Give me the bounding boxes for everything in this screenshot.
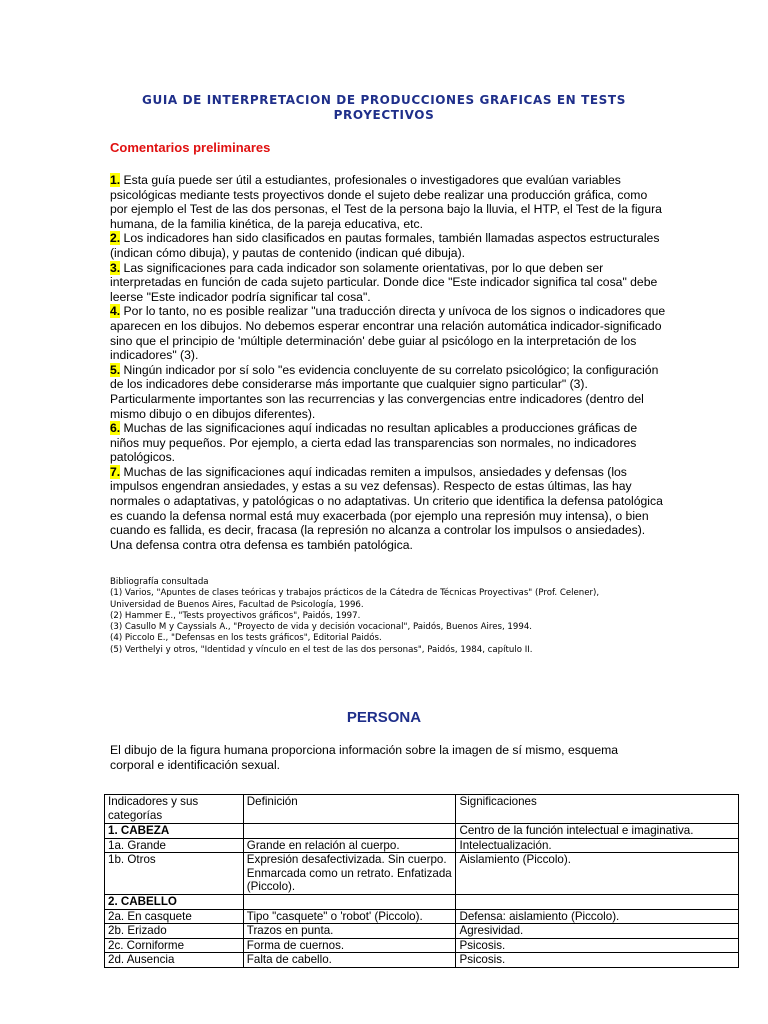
paragraph-text: Ningún indicador por sí solo "es evidencia concluyente de su correlato psicológico; la configuración de los indicadores debe considerarse más importante que cualquier signo particular" (3). Particularmente importantes son las recurrencias y las convergencias entre indicadores (dentro del mismo dibujo o en dibujos diferentes). <box>110 362 659 421</box>
column-header: Definición <box>243 795 456 824</box>
section-title: PERSONA <box>346 709 422 726</box>
paragraph-3 <box>110 261 666 305</box>
table-cell: Psicosis. <box>456 938 739 953</box>
paragraph-text: Los indicadores han sido clasificados en pautas formales, también llamadas aspectos estructurales (indican cómo dibuja), y pautas de contenido (indican qué dibuja). <box>110 231 660 260</box>
table-cell <box>456 894 739 909</box>
paragraph-6 <box>110 421 666 465</box>
table-cell: Grande en relación al cuerpo. <box>243 838 456 853</box>
paragraph-number: 2. <box>110 231 121 246</box>
bibliography-entry: (1) Varios, "Apuntes de clases teóricas y trabajos prácticos de la Cátedra de Técnicas Proyectivas" (Prof. Celener), <box>110 588 600 599</box>
table-category-row <box>105 824 739 839</box>
table-cell <box>243 824 456 839</box>
paragraph-text: Por lo tanto, no es posible realizar "una traducción directa y unívoca de los signos o indicadores que aparecen en los dibujos. No debemos esperar encontrar una relación automática indicador-significado sino que el principio de 'múltiple determinación' debe guiar al psicólogo en la interpretación de los indicadores" (3). <box>110 304 666 363</box>
paragraph-number: 4. <box>110 304 121 319</box>
bibliography-entry: (4) Piccolo E., "Defensas en los tests gráficos", Editorial Paidós. <box>110 633 382 644</box>
paragraph-text: Las significaciones para cada indicador son solamente orientativas, por lo que deben ser interpretadas en función de cada sujeto particular. Donde dice "Este indicador significa tal cosa" debe leerse "Este indicador podría significar tal cosa". <box>110 260 658 304</box>
title-line-1: GUIA DE INTERPRETACION DE PRODUCCIONES GRAFICAS EN TESTS <box>142 93 626 107</box>
bibliography-entry: (2) Hammer E., "Tests proyectivos gráficos", Paidós, 1997. <box>110 610 361 621</box>
table-cell: 2. CABELLO <box>105 894 244 909</box>
section-intro: El dibujo de la figura humana proporciona información sobre la imagen de sí mismo, esquema corporal e identificación sexual. <box>110 743 619 772</box>
section-subheading: Comentarios preliminares <box>110 140 271 155</box>
table-header-row <box>105 795 739 824</box>
table-cell: 1. CABEZA <box>105 824 244 839</box>
paragraph-7 <box>110 465 666 553</box>
table-cell: 2c. Corniforme <box>105 938 244 953</box>
table-cell: 1a. Grande <box>105 838 244 853</box>
table-cell: 2a. En casquete <box>105 909 244 924</box>
paragraph-4 <box>110 304 666 362</box>
table-cell: 2b. Erizado <box>105 924 244 939</box>
table-cell: Falta de cabello. <box>243 953 456 968</box>
table-cell: Aislamiento (Piccolo). <box>456 853 739 895</box>
bibliography-entry: Universidad de Buenos Aires, Facultad de Psicología, 1996. <box>110 599 364 610</box>
paragraph-5 <box>110 363 666 421</box>
table-cell: Defensa: aislamiento (Piccolo). <box>456 909 739 924</box>
column-header: Significaciones <box>456 795 739 824</box>
indicators-table <box>104 794 739 968</box>
bibliography <box>110 577 670 656</box>
table-row <box>105 924 739 939</box>
bibliography-entry: (5) Verthelyi y otros, "Identidad y vínculo en el test de las dos personas", Paidós, 1984, capítulo II. <box>110 644 533 655</box>
table-row <box>105 838 739 853</box>
table-cell: Expresión desafectivizada. Sin cuerpo. Enmarcada como un retrato. Enfatizada (Piccolo). <box>243 853 456 895</box>
table-cell <box>243 894 456 909</box>
table-row <box>105 953 739 968</box>
table-cell: Psicosis. <box>456 953 739 968</box>
bibliography-heading: Bibliografía consultada <box>110 577 209 587</box>
paragraph-text: Muchas de las significaciones aquí indicadas remiten a impulsos, ansiedades y defensas (los impulsos engendran ansiedades, y estas a su vez defensas). Respecto de estas últimas, las hay normales o adaptativas, y patológicas o no adaptativas. Un criterio que identifica la defensa patológica es cuando la defensa normal está muy exacerbada (por ejemplo una represión muy intensa), o bien cuando es fallida, es decir, fracasa (la represión no alcanza a controlar los impulsos o ansiedades). Una defensa contra otra defensa es también patológica. <box>110 464 663 552</box>
table-cell: Agresividad. <box>456 924 739 939</box>
paragraph-text: Muchas de las significaciones aquí indicadas no resultan aplicables a producciones gráficas de niños muy pequeños. Por ejemplo, a cierta edad las transparencias son normales, no indicadores patológicos. <box>110 421 638 465</box>
paragraph-number: 1. <box>110 173 121 187</box>
title-line-2: PROYECTIVOS <box>333 108 435 122</box>
table-row <box>105 853 739 895</box>
paragraph-number: 3. <box>110 260 121 275</box>
paragraph-number: 7. <box>110 464 121 479</box>
paragraph-text: Esta guía puede ser útil a estudiantes, profesionales o investigadores que evalúan variables psicológicas mediante tests proyectivos donde el sujeto debe realizar una producción gráfica, como por ejemplo el Test de las dos personas, el Test de la persona bajo la lluvia, el HTP, el Test de la figura humana, de la familia kinética, de la pareja educativa, etc. <box>110 173 662 231</box>
paragraph-number: 6. <box>110 421 121 436</box>
paragraph-2 <box>110 231 666 260</box>
table-cell: Tipo "casquete" o 'robot' (Piccolo). <box>243 909 456 924</box>
paragraph-number: 5. <box>110 362 121 377</box>
document-title <box>110 93 658 123</box>
table-cell: 1b. Otros <box>105 853 244 895</box>
table-cell: 2d. Ausencia <box>105 953 244 968</box>
paragraph-1 <box>110 173 666 231</box>
table-cell: Intelectualización. <box>456 838 739 853</box>
table-cell: Centro de la función intelectual e imaginativa. <box>456 824 739 839</box>
bibliography-entry: (3) Casullo M y Cayssials A., "Proyecto de vida y decisión vocacional", Paidós, Buenos Aires, 1994. <box>110 622 533 633</box>
preliminary-comments <box>110 173 666 552</box>
table-row <box>105 909 739 924</box>
table-cell: Forma de cuernos. <box>243 938 456 953</box>
table-cell: Trazos en punta. <box>243 924 456 939</box>
column-header: Indicadores y sus categorías <box>105 795 244 824</box>
table-row <box>105 938 739 953</box>
table-category-row <box>105 894 739 909</box>
